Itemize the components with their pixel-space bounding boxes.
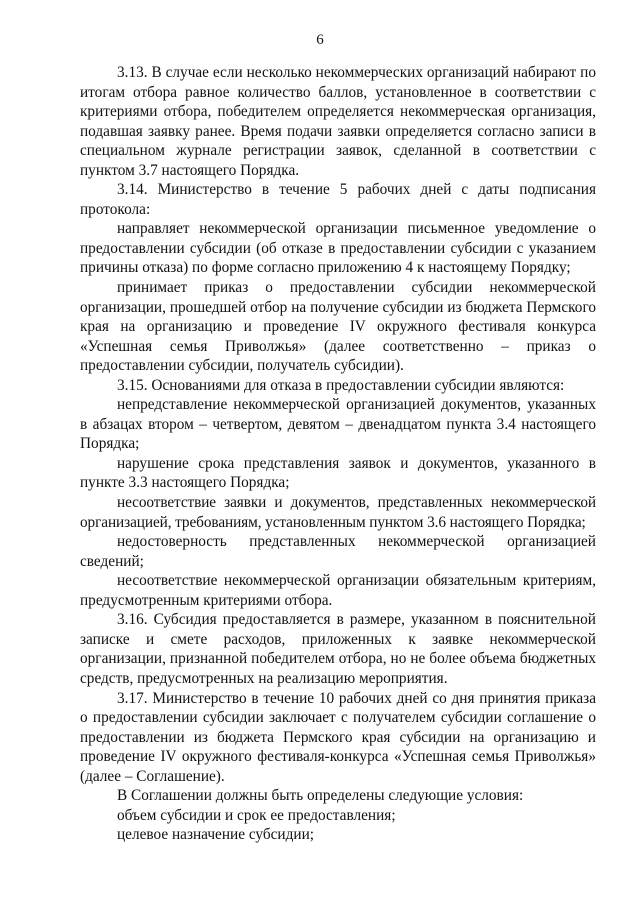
paragraph-condition-amount: объем субсидии и срок ее предоставления; xyxy=(117,806,396,824)
paragraph-condition-purpose: целевое назначение субсидии; xyxy=(117,826,315,844)
paragraph-3-17: 3.17. Министерство в течение 10 рабочих дней со дня принятия приказа о предоставлении субсидии заключает с получателем субсидии соглашение о предоставлении из бюджета Пермского края субсидии на организацию и проведение IV окружного фестиваля-конкурса «Успешная семья Приволжья» (далее – Соглашение). xyxy=(80,689,596,785)
paragraph-refusal-requirements: несоответствие заявки и документов, представленных некоммерческой организацией, требованиям, установленным пунктом 3.6 настоящего Порядка; xyxy=(80,494,596,531)
paragraph-3-16: 3.16. Субсидия предоставляется в размере, указанном в пояснительной записке и смете расходов, приложенных к заявке некоммерческой организации, признанной победителем отбора, но не более объема бюджетных средств, предусмотренных на реализацию мероприятия. xyxy=(80,611,596,687)
document-body xyxy=(80,63,596,845)
paragraph-3-13: 3.13. В случае если несколько некоммерческих организаций набирают по итогам отбора равное количество баллов, установленное в соответствии с критериями отбора, победителем определяется некоммерческая организация, подавшая заявку ранее. Время подачи заявки определяется согласно записи в специальном журнале регистрации заявок, сделанной в соответствии с пунктом 3.7 настоящего Порядка. xyxy=(80,64,596,179)
paragraph-agreement-conditions: В Соглашении должны быть определены следующие условия: xyxy=(117,787,524,805)
paragraph-order: принимает приказ о предоставлении субсидии некоммерческой организации, прошедшей отбор на получение субсидии из бюджета Пермского края на организацию и проведение IV окружного фестиваля конкурса «Успешная семья Приволжья» (далее соответственно – приказ о предоставлении субсидии, получатель субсидии). xyxy=(80,279,596,375)
paragraph-3-15: 3.15. Основаниями для отказа в предоставлении субсидии являются: xyxy=(117,376,565,394)
paragraph-refusal-deadline: нарушение срока представления заявок и документов, указанного в пункте 3.3 настоящего Порядка; xyxy=(80,454,596,492)
paragraph-refusal-documents: непредставление некоммерческой организацией документов, указанных в абзацах втором – четвертом, девятом – двенадцатом пункта 3.4 настоящего Порядка; xyxy=(80,396,596,453)
paragraph-notification: направляет некоммерческой организации письменное уведомление о предоставлении субсидии (об отказе в предоставлении субсидии с указанием причины отказа) по форме согласно приложению 4 к настоящему Порядку; xyxy=(80,220,596,277)
paragraph-3-14: 3.14. Министерство в течение 5 рабочих дней с даты подписания протокола: xyxy=(80,181,596,218)
paragraph-refusal-unreliable: недостоверность представленных некоммерческой организацией сведений; xyxy=(80,533,596,570)
page-number: 6 xyxy=(316,32,324,48)
paragraph-refusal-criteria: несоответствие некоммерческой организации обязательным критериям, предусмотренным критериями отбора. xyxy=(80,572,596,609)
